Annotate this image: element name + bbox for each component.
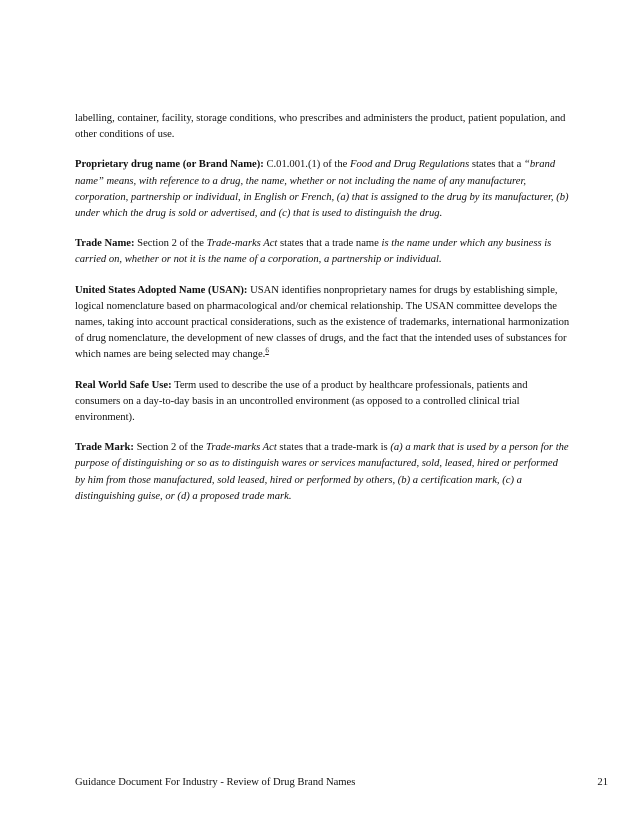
- trade-mark-quote: (a) a mark that is used by a person for the purpose of distinguishing or so as to distinguish wares or services manufactured, sold, leased, hired or performed by him from those manufactured, sold leased, hired or performed by others, (b) a certification mark, (c) a distinguishing guise, or (d) a proposed trade mark.: [75, 442, 569, 502]
- trade-name-text-3: states that a trade name: [277, 238, 382, 250]
- continuation-paragraph: [75, 111, 570, 143]
- trade-name-text-1: Section 2 of the: [134, 238, 207, 250]
- trade-marks-act-citation-2: Trade-marks Act: [206, 442, 277, 454]
- brand-name-quote: “brand name” means, with reference to a drug, the name, whether or not including the name of any manufacturer, corporation, partnership or individual, in English or French, (a) that is assigned to the drug by its manufacturer, (b) under which the drug is sold or advertised, and (c) that is used to distinguish the drug.: [75, 159, 569, 220]
- trade-mark-text-3: states that a trade-mark is: [276, 442, 391, 454]
- proprietary-drug-name-definition: [75, 157, 570, 222]
- usan-definition: [75, 283, 570, 364]
- usan-text: USAN identifies nonproprietary names for drugs by establishing simple, logical nomenclature based on pharmacological and/or chemical relationship. The USAN committee develops the names, taking into account practical considerations, such as the existence of trademarks, international harmonization of drug nomenclature, the development of new classes of drugs, and the fact that the intended uses of substances for which names are being selected may change.: [75, 284, 570, 361]
- real-world-safe-use-term: Real World Safe Use:: [75, 379, 172, 391]
- food-and-drug-regulations-citation: Food and Drug Regulations: [350, 159, 470, 171]
- usan-term: United States Adopted Name (USAN):: [75, 284, 248, 296]
- trade-name-term: Trade Name:: [75, 238, 135, 250]
- trade-name-quote: is the name under which any business is carried on, whether or not it is the name of a corporation, a partnership or individual.: [75, 238, 552, 266]
- proprietary-text-3: states that a: [469, 159, 524, 171]
- page-body: [75, 111, 570, 519]
- real-world-safe-use-definition: [75, 378, 570, 427]
- proprietary-text-1: C.01.001.(1) of the: [263, 159, 351, 171]
- trade-mark-definition: [75, 440, 570, 505]
- trade-mark-text-1: Section 2 of the: [133, 442, 207, 454]
- trade-mark-term: Trade Mark:: [75, 442, 134, 454]
- continuation-text: labelling, container, facility, storage conditions, who prescribes and administers the product, patient population, and other conditions of use.: [75, 113, 566, 141]
- proprietary-drug-name-term: Proprietary drug name (or Brand Name):: [75, 159, 264, 171]
- trade-marks-act-citation: Trade-marks Act: [206, 238, 278, 250]
- footnote-reference[interactable]: 6: [265, 346, 269, 355]
- real-world-safe-use-text: Term used to describe the use of a product by healthcare professionals, patients and consumers on a day-to-day basis in an uncontrolled environment (as opposed to a controlled clinical trial environment).: [75, 379, 528, 424]
- page-footer: [75, 776, 608, 790]
- footer-document-title: Guidance Document For Industry - Review of Drug Brand Names: [75, 777, 356, 788]
- trade-name-definition: [75, 236, 570, 268]
- footer-page-number: 21: [597, 777, 608, 788]
